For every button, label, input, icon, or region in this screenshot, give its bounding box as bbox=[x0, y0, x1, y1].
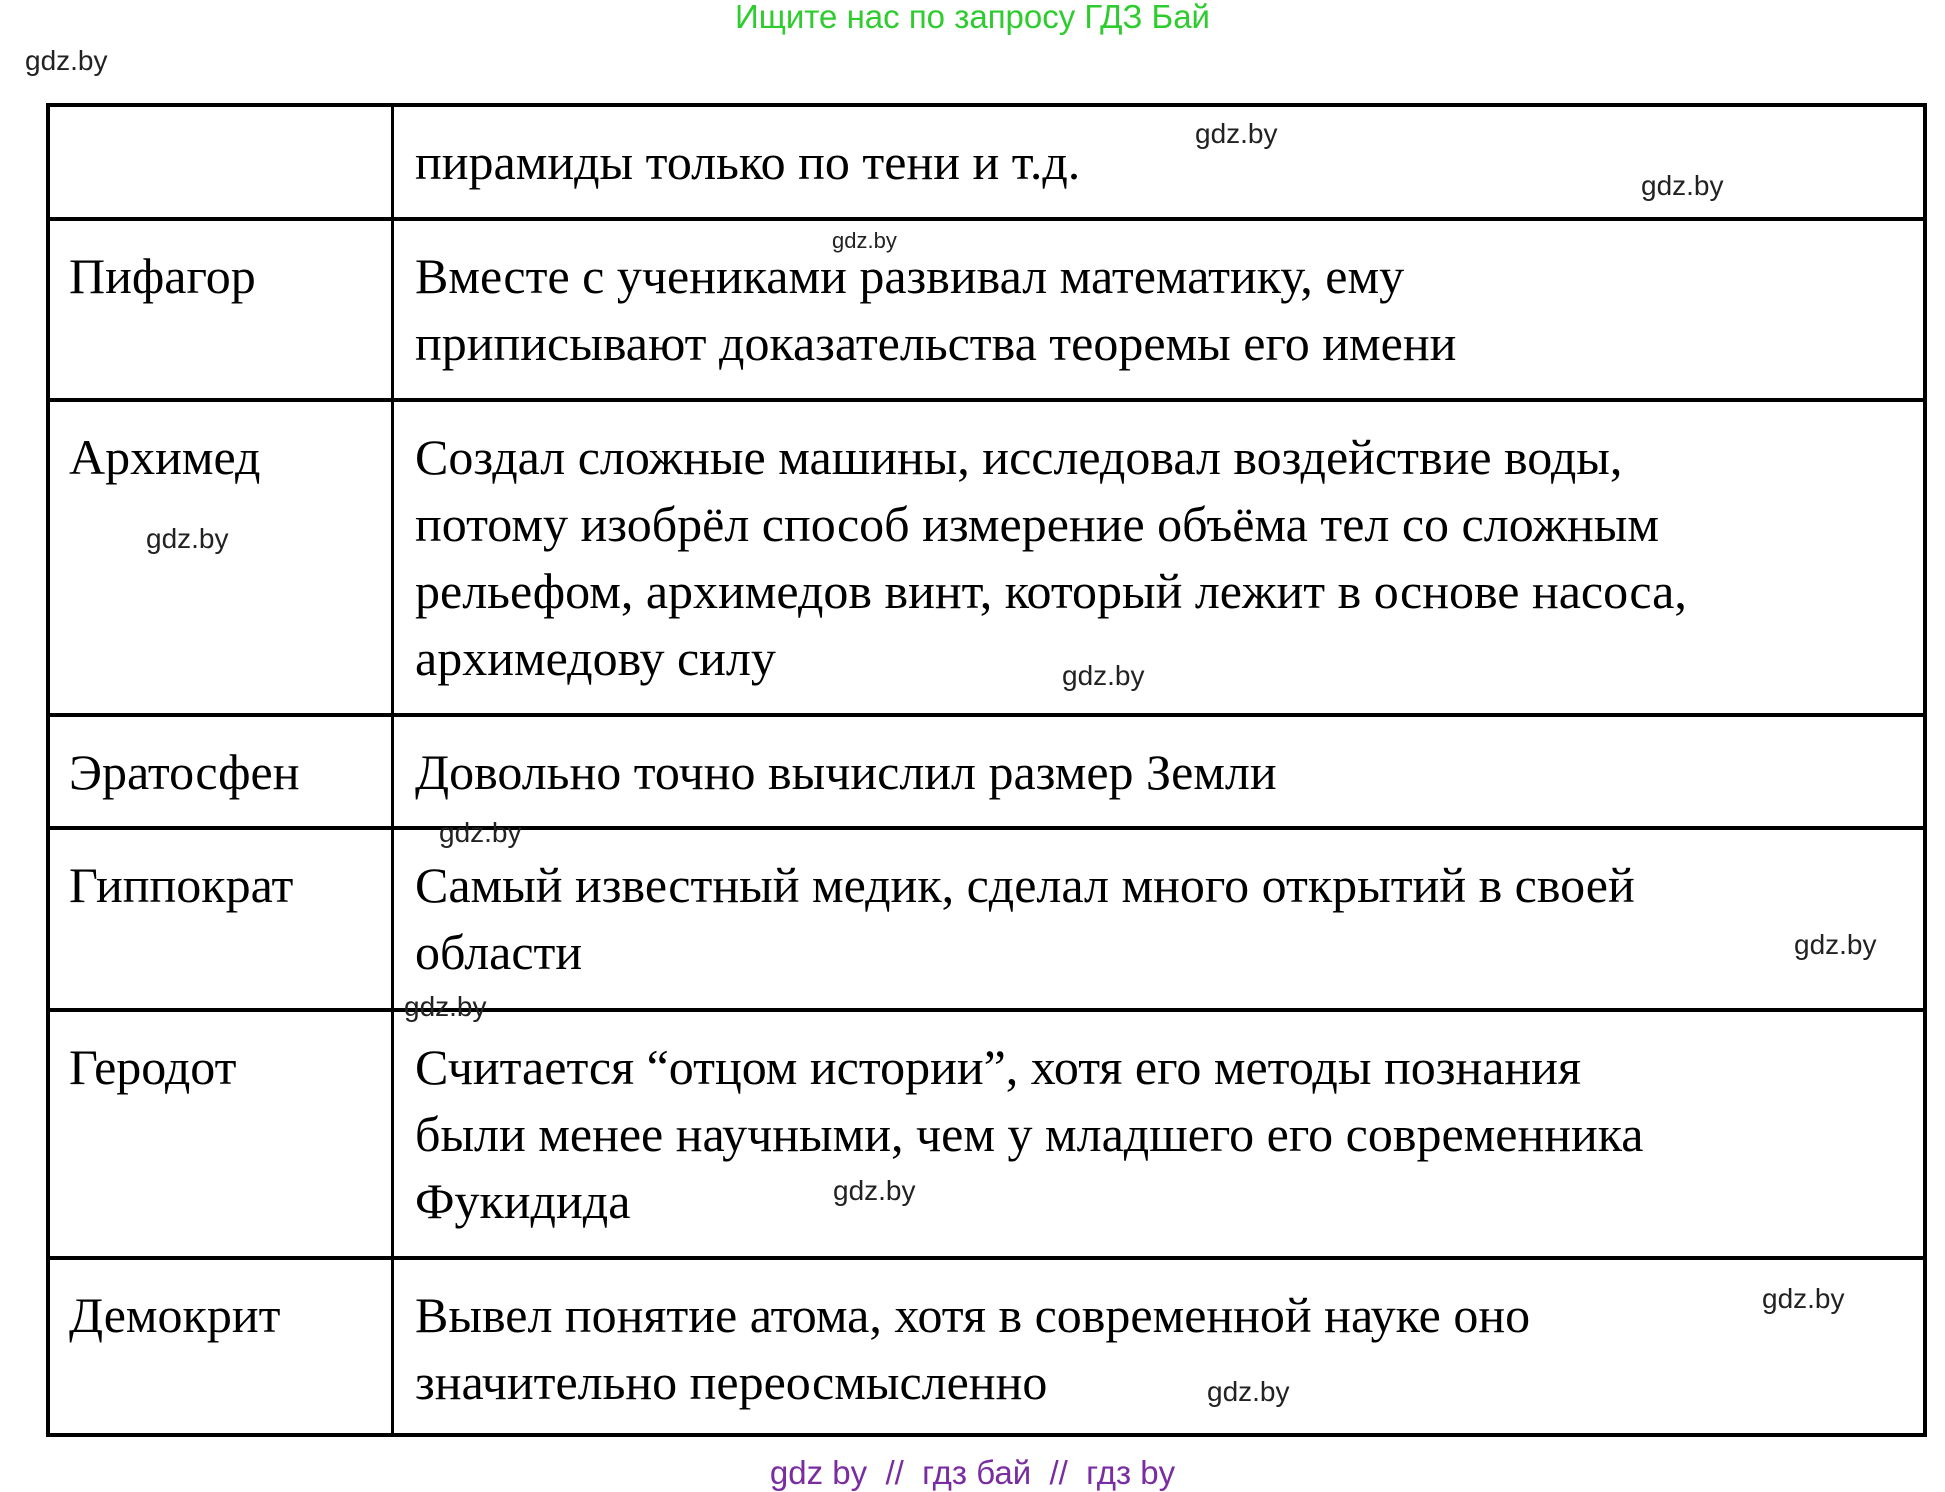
description-line: потому изобрёл способ измерение объёма тел со сложным bbox=[415, 496, 1659, 552]
watermark: gdz.by bbox=[439, 817, 522, 848]
watermark: gdz.by bbox=[1641, 170, 1724, 201]
scientist-name: Пифагор bbox=[50, 221, 394, 398]
description-line: рельефом, архимедов винт, который лежит в основе насоса, bbox=[415, 563, 1687, 619]
search-banner: Ищите нас по запросу ГДЗ Бай bbox=[735, 0, 1210, 35]
scientist-description bbox=[394, 402, 1923, 713]
description-line: пирамиды только по тени и т.д. bbox=[415, 134, 1081, 190]
watermark: gdz.by bbox=[1794, 929, 1877, 960]
watermark: gdz.by bbox=[1207, 1376, 1290, 1407]
scientist-description bbox=[394, 221, 1923, 398]
scientist-description bbox=[394, 1012, 1923, 1256]
table-row bbox=[50, 830, 1923, 1012]
scientist-name bbox=[50, 107, 394, 217]
table-row bbox=[50, 221, 1923, 402]
scientist-name: Архимед bbox=[50, 402, 394, 713]
watermark: gdz.by bbox=[1195, 118, 1278, 149]
scientist-name: Гиппократ bbox=[50, 830, 394, 1008]
scientists-table bbox=[46, 103, 1927, 1437]
table-row bbox=[50, 1012, 1923, 1260]
table-row bbox=[50, 107, 1923, 221]
scientist-description bbox=[394, 1260, 1923, 1433]
description-line: значительно переосмысленно bbox=[415, 1354, 1048, 1410]
table-row bbox=[50, 1260, 1923, 1433]
description-line: Довольно точно вычислил размер Земли bbox=[415, 744, 1277, 800]
scientist-description bbox=[394, 717, 1923, 826]
watermark: gdz.by bbox=[1762, 1283, 1845, 1314]
watermark: gdz.by bbox=[146, 523, 229, 554]
description-line: Самый известный медик, сделал много открытий в своей bbox=[415, 857, 1635, 913]
scientist-name: Эратосфен bbox=[50, 717, 394, 826]
description-line: архимедову силу bbox=[415, 630, 776, 686]
description-line: области bbox=[415, 924, 583, 980]
description-line: Создал сложные машины, исследовал воздействие воды, bbox=[415, 429, 1623, 485]
watermark: gdz.by bbox=[832, 228, 897, 253]
table-row bbox=[50, 717, 1923, 830]
description-line: Фукидида bbox=[415, 1173, 631, 1229]
description-line: были менее научными, чем у младшего его современника bbox=[415, 1106, 1644, 1162]
description-line: Считается “отцом истории”, хотя его методы познания bbox=[415, 1039, 1581, 1095]
table-row bbox=[50, 402, 1923, 717]
watermark: gdz.by bbox=[25, 45, 108, 76]
description-line: приписывают доказательства теоремы его имени bbox=[415, 315, 1457, 371]
scientist-name: Геродот bbox=[50, 1012, 394, 1256]
scientist-name: Демокрит bbox=[50, 1260, 394, 1433]
footer-watermark: gdz by // гдз бай // гдз by bbox=[769, 1454, 1176, 1491]
scientist-description bbox=[394, 830, 1923, 1008]
watermark: gdz.by bbox=[1062, 660, 1145, 691]
description-line: Вывел понятие атома, хотя в современной науке оно bbox=[415, 1287, 1531, 1343]
watermark: gdz.by bbox=[833, 1175, 916, 1206]
watermark: gdz.by bbox=[404, 991, 487, 1022]
description-line: Вместе с учениками развивал математику, ему bbox=[415, 248, 1405, 304]
